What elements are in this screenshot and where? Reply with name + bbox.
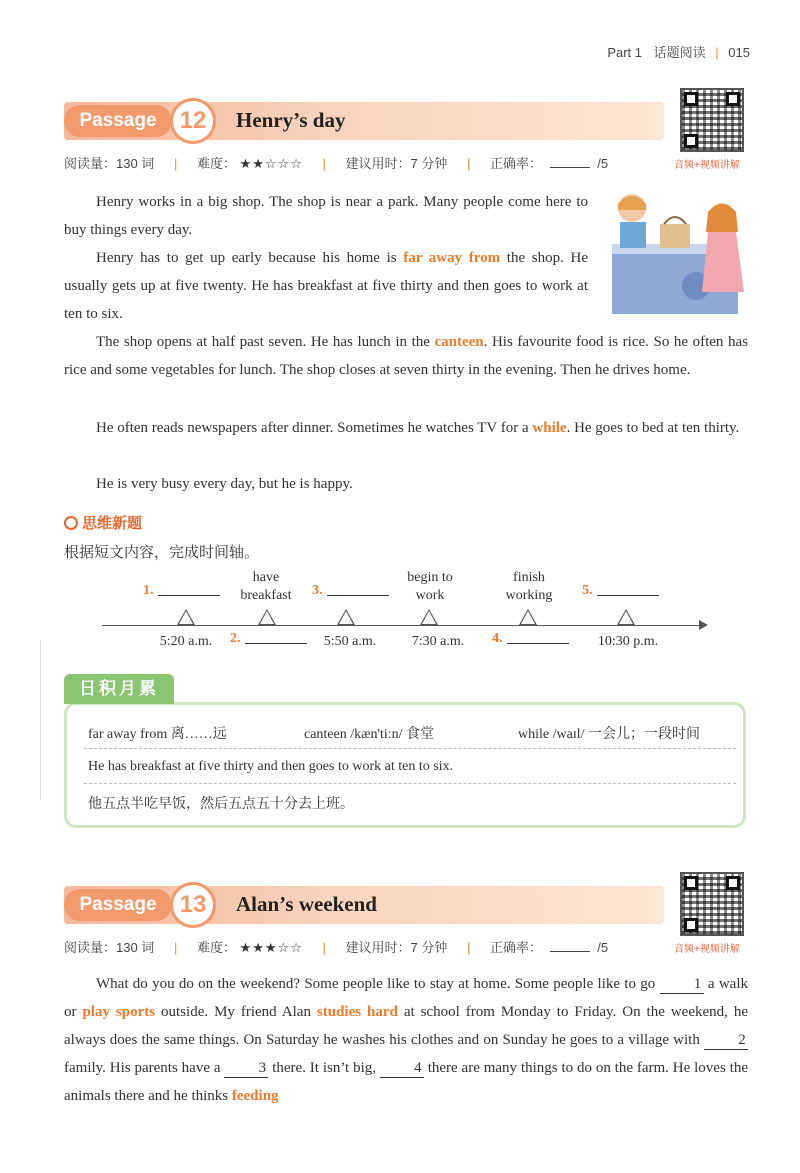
vocab-item: far away from 离……远 — [88, 727, 227, 742]
timeline-axis — [102, 625, 702, 626]
timeline-time: 5:20 a.m. — [159, 634, 213, 649]
header-separator: | — [715, 45, 719, 60]
paragraph-text: the shop. He usually gets up at five twenty. He has breakfast at five thirty and then goes to work at ten to six. — [64, 250, 588, 322]
info-separator: | — [466, 940, 471, 955]
vocabulary-box-title: 日积月累 — [64, 674, 174, 704]
paragraph-text: He often reads newspapers after dinner. Sometimes he watches TV for a — [96, 420, 533, 436]
passage-info-row — [64, 153, 608, 172]
label-line: have — [252, 570, 280, 585]
paragraph-text: there are many things to do on the farm. He loves the animals there and he thinks — [64, 1060, 748, 1104]
vocab-highlight: studies hard — [316, 1004, 398, 1020]
info-separator: | — [173, 940, 178, 955]
passage-13-text — [64, 970, 748, 1110]
paragraph-text: at school from Monday to Friday. On the weekend, he always does the same things. On Saturday he washes his clothes and on Sunday he goes to a village with — [64, 1004, 748, 1048]
label-line: breakfast — [240, 588, 292, 603]
paragraph-5 — [64, 470, 748, 498]
info-separator: | — [466, 156, 471, 171]
passage-title: Alan’s weekend — [236, 892, 377, 916]
answer-line[interactable] — [245, 643, 307, 644]
suggested-time: 建议用时：7 分钟 — [345, 156, 448, 171]
paragraph-text: He is very busy every day, but he is happy. — [96, 476, 353, 492]
timeline-label — [494, 569, 564, 605]
timeline-marker — [258, 609, 276, 625]
accuracy-label: 正确率： — [490, 156, 543, 171]
section-label: 话题阅读 — [653, 45, 706, 60]
page-number: 015 — [728, 45, 750, 60]
vocab-highlight: while — [532, 420, 567, 436]
paragraph-text: family. His parents have a — [64, 1060, 225, 1076]
timeline-time: 5:50 a.m. — [323, 634, 377, 649]
dashed-divider — [84, 783, 736, 784]
difficulty-label: 难度： — [196, 940, 236, 955]
paragraph-4 — [64, 414, 748, 442]
paragraph-2 — [64, 244, 588, 328]
timeline-blank-1[interactable] — [143, 583, 220, 599]
timeline-blank-4[interactable] — [492, 631, 569, 647]
timeline-blank-3[interactable] — [312, 583, 389, 599]
reading-amount: 阅读量：130 词 — [64, 940, 155, 955]
thinking-title — [64, 512, 142, 533]
cloze-blank-4[interactable]: 4 — [380, 1059, 424, 1078]
passage-label: Passage — [64, 889, 172, 921]
passage-number: 12 — [170, 98, 216, 144]
cloze-blank-3[interactable]: 3 — [224, 1059, 268, 1078]
difficulty-label: 难度： — [196, 156, 236, 171]
bulb-icon — [64, 516, 78, 530]
paragraph-text: there. It isn’t big, — [268, 1060, 380, 1076]
accuracy-total: /5 — [597, 156, 609, 171]
answer-line[interactable] — [327, 595, 389, 596]
difficulty-stars: ★★☆☆☆ — [239, 156, 303, 171]
blank-number: 5. — [582, 583, 593, 598]
passage-12-banner — [64, 102, 664, 140]
paragraph-text: What do you do on the weekend? Some people like to stay at home. Some people like to go — [96, 976, 660, 992]
paragraph-text: The shop opens at half past seven. He has lunch in the — [96, 334, 435, 350]
thinking-instruction: 根据短文内容，完成时间轴。 — [64, 545, 260, 561]
paragraph-text: . His favourite food is rice. So he often has rice and some vegetables for lunch. The shop closes at seven thirty in the evening. Then he drives home. — [64, 334, 748, 378]
blank-number: 2. — [230, 631, 241, 646]
shop-illustration — [604, 188, 750, 316]
answer-line[interactable] — [597, 595, 659, 596]
timeline-time: 10:30 p.m. — [597, 634, 659, 649]
info-separator: | — [322, 940, 326, 955]
answer-line[interactable] — [158, 595, 220, 596]
qr-corner — [684, 134, 698, 148]
vocab-item: while /waɪl/ 一会儿；一段时间 — [518, 727, 700, 742]
paragraph-1 — [64, 188, 588, 244]
timeline-label — [230, 569, 302, 605]
passage-number: 13 — [170, 882, 216, 928]
qr-code-icon[interactable] — [680, 872, 744, 936]
vocab-highlight: feeding — [231, 1088, 279, 1104]
dashed-divider — [84, 748, 736, 749]
label-line: work — [415, 588, 445, 603]
blank-number: 4. — [492, 631, 503, 646]
passage-label: Passage — [64, 105, 172, 137]
example-sentence-zh: 他五点半吃早饭，然后五点五十分去上班。 — [88, 797, 354, 812]
paragraph-text: . He goes to bed at ten thirty. — [566, 420, 740, 436]
page-header — [607, 42, 750, 61]
timeline-time: 7:30 a.m. — [411, 634, 465, 649]
example-sentence-en: He has breakfast at five thirty and then goes to work at ten to six. — [88, 759, 454, 774]
timeline-marker — [519, 609, 537, 625]
info-separator: | — [173, 156, 178, 171]
timeline-arrow-icon — [699, 620, 708, 630]
timeline-marker — [617, 609, 635, 625]
info-separator: | — [322, 156, 326, 171]
paragraph-text: outside. My friend Alan — [155, 1004, 317, 1020]
difficulty-stars: ★★★☆☆ — [239, 940, 303, 955]
vocab-highlight: play sports — [82, 1004, 156, 1020]
qr-label: 音频+视频讲解 — [674, 944, 740, 955]
timeline-marker — [177, 609, 195, 625]
paragraph-text: a walk or — [64, 976, 748, 1020]
passage-title: Henry’s day — [236, 108, 346, 132]
timeline-blank-2[interactable] — [230, 631, 307, 647]
timeline-label — [396, 569, 464, 605]
vocab-highlight: far away from — [403, 250, 501, 266]
qr-code-icon[interactable] — [680, 88, 744, 152]
paragraph-text: Henry has to get up early because his home is — [96, 250, 404, 266]
vocab-item: canteen /kæn'tiːn/ 食堂 — [304, 727, 435, 742]
accuracy-blank[interactable] — [550, 167, 590, 168]
qr-corner — [684, 92, 698, 106]
label-line: working — [505, 588, 553, 603]
reading-amount: 阅读量：130 词 — [64, 156, 155, 171]
accuracy-total: /5 — [597, 940, 609, 955]
cloze-blank-1[interactable]: 1 — [660, 975, 704, 994]
passage-info-row — [64, 937, 608, 956]
label-line: begin to — [407, 570, 453, 585]
qr-corner — [684, 876, 698, 890]
cloze-blank-2[interactable]: 2 — [704, 1031, 748, 1050]
paragraph-text: Henry works in a big shop. The shop is near a park. Many people come here to buy things every day. — [64, 194, 588, 238]
timeline-marker — [420, 609, 438, 625]
paragraph-3 — [64, 328, 748, 384]
thinking-title-text: 思维新题 — [82, 515, 143, 532]
passage-13-banner — [64, 886, 664, 924]
part-label: Part 1 — [607, 45, 643, 60]
vocab-highlight: canteen — [434, 334, 484, 350]
margin-line — [40, 640, 41, 800]
qr-corner — [726, 876, 740, 890]
accuracy-blank[interactable] — [550, 951, 590, 952]
timeline-marker — [337, 609, 355, 625]
blank-number: 3. — [312, 583, 323, 598]
qr-label: 音频+视频讲解 — [674, 160, 740, 171]
blank-number: 1. — [143, 583, 154, 598]
qr-corner — [684, 918, 698, 932]
accuracy-label: 正确率： — [490, 940, 543, 955]
qr-corner — [726, 92, 740, 106]
answer-line[interactable] — [507, 643, 569, 644]
suggested-time: 建议用时：7 分钟 — [345, 940, 448, 955]
label-line: finish — [513, 570, 545, 585]
timeline-blank-5[interactable] — [582, 583, 659, 599]
